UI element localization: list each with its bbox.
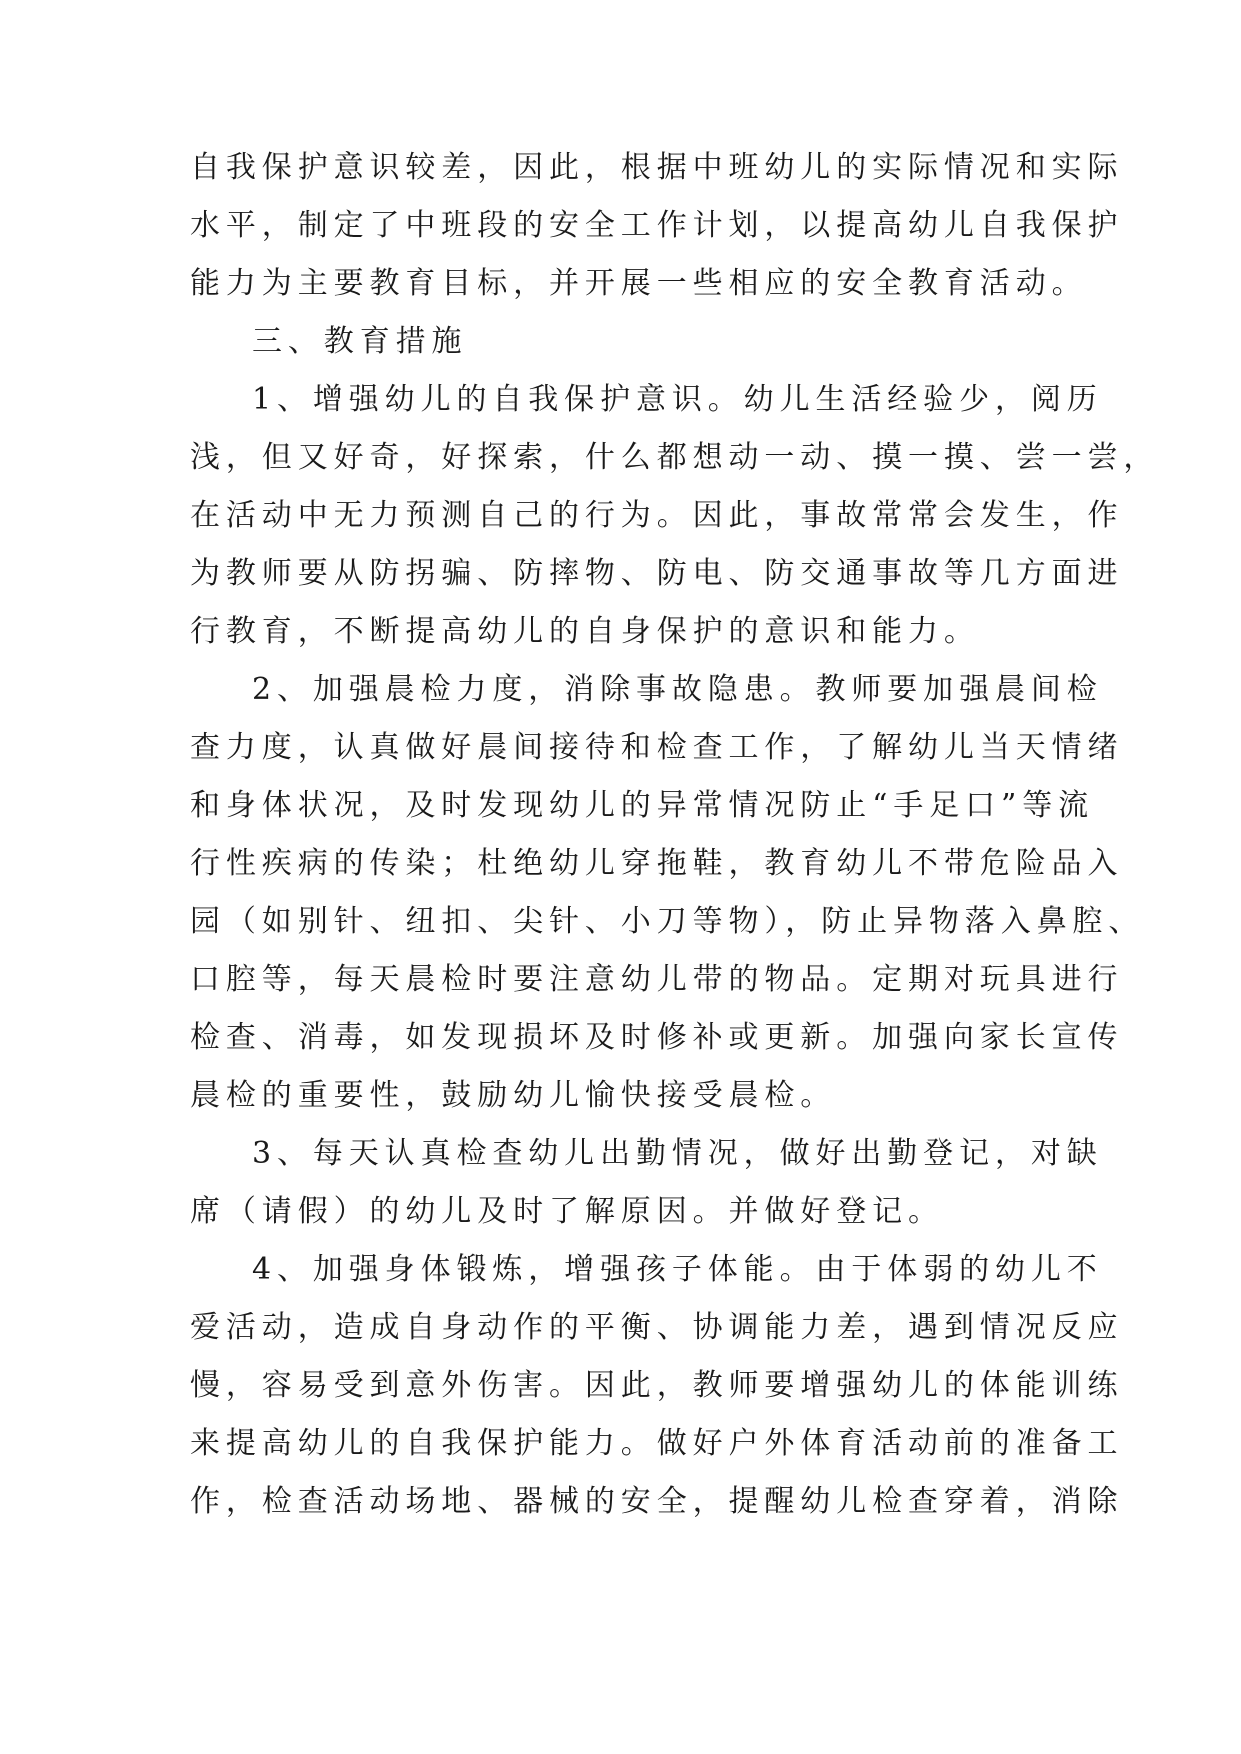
text-line: 能力为主要教育目标，并开展一些相应的安全教育活动。 bbox=[190, 266, 1088, 301]
text-line: 爱活动，造成自身动作的平衡、协调能力差，遇到情况反应 bbox=[190, 1310, 1124, 1345]
text-line: 在活动中无力预测自己的行为。因此，事故常常会发生，作 bbox=[190, 498, 1124, 533]
text-line: 和身体状况，及时发现幼儿的异常情况防止“手足口”等流 bbox=[190, 788, 1095, 823]
text-line: 4、加强身体锻炼，增强孩子体能。由于体弱的幼儿不 bbox=[252, 1252, 1103, 1287]
text-line: 浅，但又好奇，好探索，什么都想动一动、摸一摸、尝一尝， bbox=[190, 440, 1160, 475]
text-line: 检查、消毒，如发现损坏及时修补或更新。加强向家长宣传 bbox=[190, 1020, 1124, 1055]
text-line: 行教育，不断提高幼儿的自身保护的意识和能力。 bbox=[190, 614, 980, 649]
text-line: 3、每天认真检查幼儿出勤情况，做好出勤登记，对缺 bbox=[252, 1136, 1103, 1171]
text-line: 水平，制定了中班段的安全工作计划，以提高幼儿自我保护 bbox=[190, 208, 1124, 243]
text-line: 查力度，认真做好晨间接待和检查工作，了解幼儿当天情绪 bbox=[190, 730, 1124, 765]
text-line: 行性疾病的传染；杜绝幼儿穿拖鞋，教育幼儿不带危险品入 bbox=[190, 846, 1124, 881]
text-line: 晨检的重要性，鼓励幼儿愉快接受晨检。 bbox=[190, 1078, 837, 1113]
text-line: 自我保护意识较差，因此，根据中班幼儿的实际情况和实际 bbox=[190, 150, 1124, 185]
text-line: 2、加强晨检力度，消除事故隐患。教师要加强晨间检 bbox=[252, 672, 1103, 707]
text-line: 口腔等，每天晨检时要注意幼儿带的物品。定期对玩具进行 bbox=[190, 962, 1124, 997]
text-line: 为教师要从防拐骗、防摔物、防电、防交通事故等几方面进 bbox=[190, 556, 1124, 591]
text-line: 慢，容易受到意外伤害。因此，教师要增强幼儿的体能训练 bbox=[190, 1368, 1124, 1403]
text-line: 来提高幼儿的自我保护能力。做好户外体育活动前的准备工 bbox=[190, 1426, 1124, 1461]
section-heading: 三、教育措施 bbox=[252, 324, 468, 359]
text-line: 园（如别针、纽扣、尖针、小刀等物），防止异物落入鼻腔、 bbox=[190, 904, 1145, 939]
text-line: 席（请假）的幼儿及时了解原因。并做好登记。 bbox=[190, 1194, 944, 1229]
text-line: 作，检查活动场地、器械的安全，提醒幼儿检查穿着，消除 bbox=[190, 1484, 1124, 1519]
text-line: 1、增强幼儿的自我保护意识。幼儿生活经验少，阅历 bbox=[252, 382, 1103, 417]
